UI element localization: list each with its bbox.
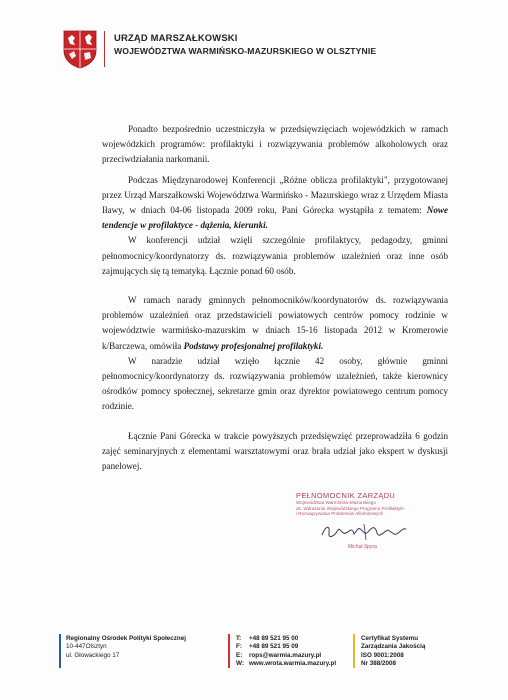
stamp-line-1: Województwa Warmińsko-Mazurskiego [296, 500, 376, 505]
paragraph-2-text: Podczas Międzynarodowej Konferencji „Różne oblicza profilaktyki", przygotowanej przez Urząd Marszałkowski Województwa Warmińsko - Mazurskiego wraz z Urzędem Miasta Iławy, w dniach 04-06 listopada 2009 roku, Pani Górecka wystąpiła z tematem: [102, 174, 448, 216]
official-stamp [296, 491, 426, 551]
header-divider [104, 31, 105, 67]
footer-contacts [236, 635, 336, 669]
footer-red-bar [228, 634, 230, 668]
paragraph-5: W naradzie udział wzięło łącznie 42 osoby, głównie gminni pełnomocnicy/koordynatorzy ds. rozwiązywania problemów uzależnień, także kierownicy ośrodków pomocy społecznej, sekretarze gmin oraz dyrektor powiatowego centrum pomocy rodzinie. [102, 355, 448, 412]
email-value: rops@warmia.mazury.pl [249, 651, 322, 659]
stamp-title: PEŁNOMOCNIK ZARZĄDU [296, 491, 396, 500]
stamp-line-3: i Rozwiązywania Problemów Alkoholowych [296, 511, 384, 517]
cert-line-1: Certyfikat Systemu [361, 635, 419, 642]
talk-title-1: Nowe tendencje w profilaktyce - dążenia, kierunki. [102, 205, 448, 231]
phone-label: T: [236, 635, 242, 642]
header-office-name: URZĄD MARSZAŁKOWSKI [114, 32, 238, 43]
fax-value: +48 89 521 95 09 [249, 643, 299, 651]
cert-line-4: Nr 388/2008 [361, 660, 397, 668]
coat-of-arms-icon [63, 29, 97, 69]
paragraph-2 [102, 173, 448, 234]
footer-yellow-bar [353, 634, 355, 668]
email-label: E: [236, 651, 243, 659]
footer-postcode-city: 10-447Olsztyn [66, 643, 107, 651]
paragraph-4-text: W ramach narady gminnych pełnomocników/koordynatorów ds. rozwiązywania problemów uzależnień oraz przedstawicieli powiatowych centrów pomocy rodzinie w województwie warmińsko-mazurskim w dniach 15-16 listopada 2012 w Kromerowie k/Barczewa, omówiła [102, 295, 448, 351]
header-voivodeship-name: WOJEWÓDZTWA WARMIŃSKO-MAZURSKIEGO W OLSZTYNIE [114, 46, 377, 56]
cert-line-3: ISO 9001:2008 [361, 651, 404, 659]
website-label: W: [236, 660, 244, 668]
stamp-person-name: Michał Spyra [348, 544, 377, 550]
talk-title-2: Podstawy profesjonalnej profilaktyki. [183, 340, 324, 351]
phone-value: +48 89 521 95 00 [249, 635, 299, 642]
footer-address [66, 635, 186, 660]
fax-label: F: [236, 643, 242, 651]
footer-org-name: Regionalny Ośrodek Polityki Społecznej [66, 635, 187, 642]
paragraph-6: Łącznie Pani Górecka w trakcie powyższych przedsięwzięć przeprowadziła 6 godzin zajęć seminaryjnych z elementami warsztatowymi oraz brała udział jako ekspert w dyskusji panelowej. [102, 430, 448, 472]
footer-phone [236, 635, 336, 643]
cert-line-2: Zarządzania Jakością [361, 643, 426, 651]
footer-email [236, 652, 336, 660]
footer-street: ul. Głowackiego 17 [66, 651, 120, 659]
footer-website [236, 660, 336, 668]
footer-fax [236, 643, 336, 651]
paragraph-1: Ponadto bezpośrednio uczestniczyła w przedsięwzięciach wojewódzkich w ramach wojewódzkich programów: profilaktyki i rozwiązywania problemów alkoholowych oraz przeciwdziałania narkomanii. [102, 124, 448, 165]
handwritten-signature [320, 521, 410, 543]
paragraph-3: W konferencji udział wzięli szczególnie profilaktycy, pedagodzy, gminni pełnomocnicy/koordynatorzy ds. rozwiązywania problemów uzależnień oraz inne osób zajmujących się tą tematyką. Łącznie ponad 60 osób. [102, 235, 448, 276]
footer-blue-bar [59, 634, 61, 668]
letter-body [102, 122, 448, 474]
footer-certificate [361, 635, 425, 669]
paragraph-4 [102, 293, 448, 354]
website-value: www.wrota.warmia.mazury.pl [249, 660, 337, 668]
stamp-line-2: ds. Wdrażania Wojewódzkiego Programu Profilaktyki [296, 505, 404, 511]
